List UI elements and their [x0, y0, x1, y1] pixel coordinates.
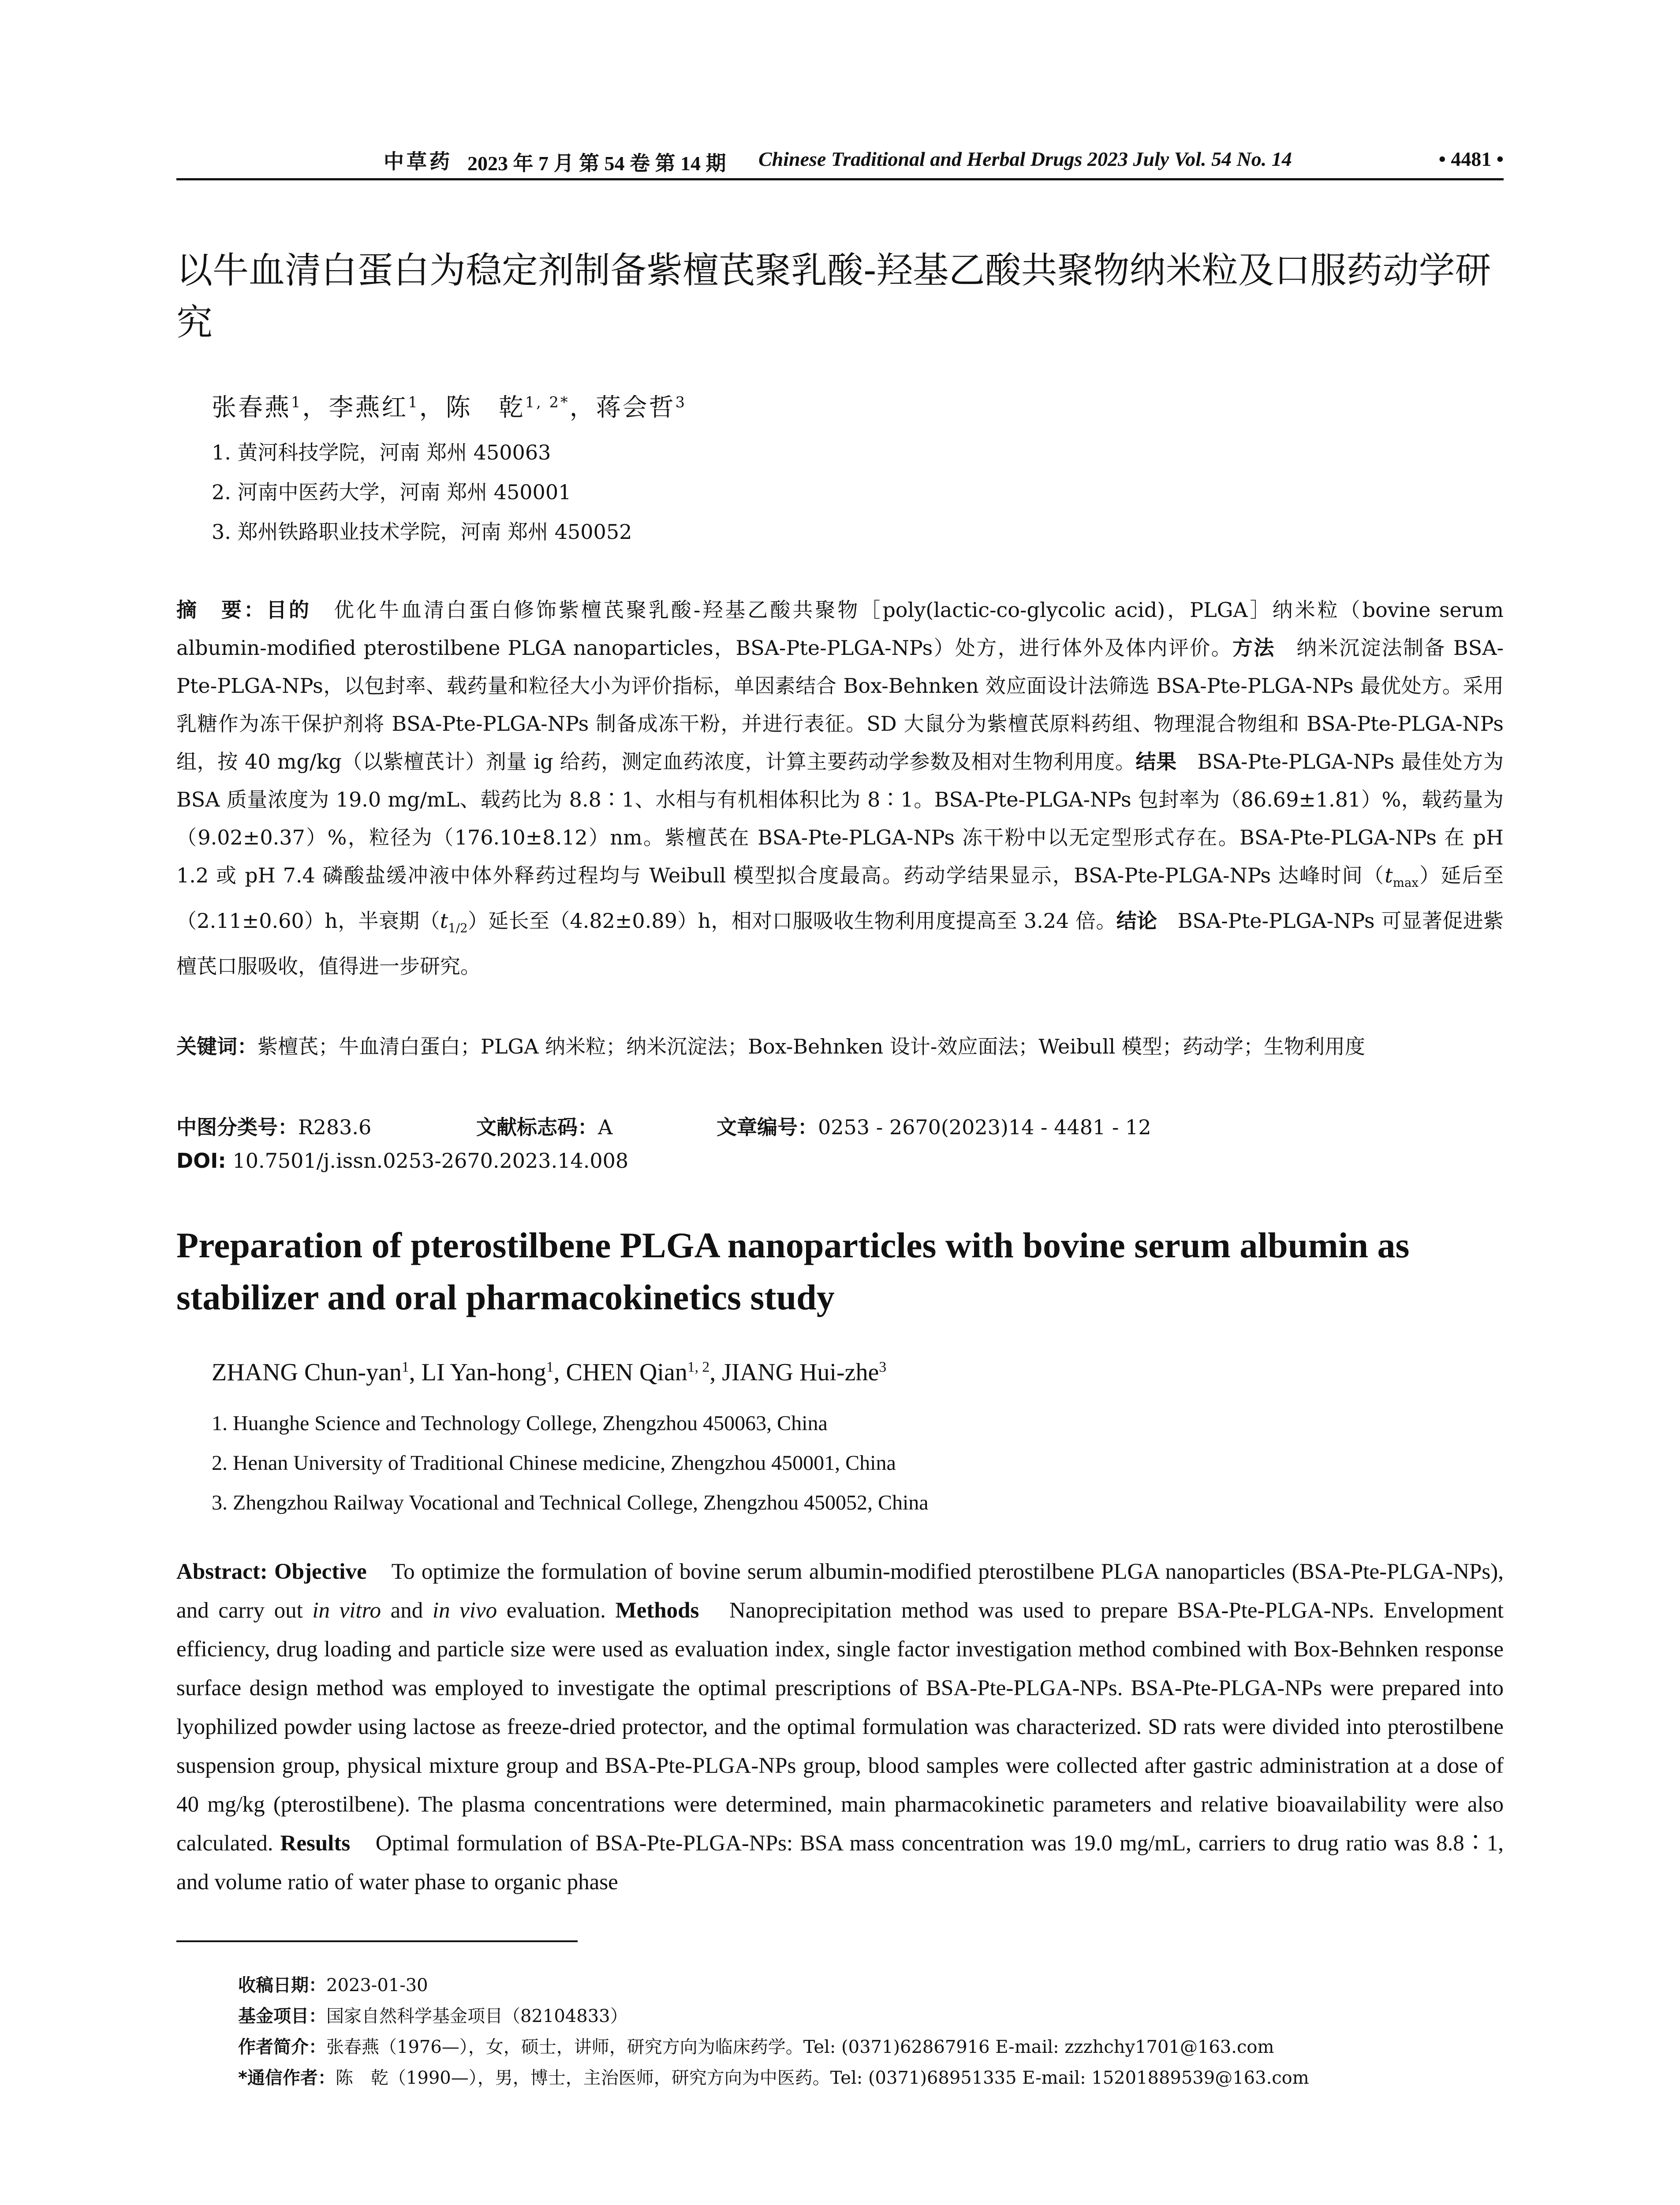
header-en-date: 2023 July Vol. 54 No. 14 [1087, 148, 1292, 170]
cn-author-sep: ， [569, 393, 596, 422]
footnote-text: 国家自然科学基金项目（82104833） [326, 2006, 628, 2026]
en-in-vivo: in vivo [432, 1598, 497, 1623]
en-author-affil-mark: 1, 2 [687, 1359, 710, 1375]
en-affiliation: 2. Henan University of Traditional Chinese medicine, Zhengzhou 450001, China [212, 1451, 896, 1475]
journal-logo: 中草药 [384, 150, 452, 173]
cn-affiliation: 2. 河南中医药大学，河南 郑州 450001 [212, 480, 571, 504]
cn-classification-line [176, 1111, 371, 1140]
doi-label: DOI: [176, 1149, 226, 1173]
cn-author-name: 张春燕 [212, 393, 291, 422]
footnote-author-bio [238, 2033, 1274, 2058]
article-no-label: 文章编号： [717, 1115, 818, 1139]
thalf-symbol: t [440, 909, 448, 933]
cn-results-text: ）延后至（2.11±0.60）h，半衰期（ [176, 863, 1504, 933]
en-abstract [176, 1552, 1504, 1902]
footnote-text: 陈 乾（1990—），男，博士，主治医师，研究方向为中医药。Tel: (0371)68951335 E-mail: 15201889539@163.com [335, 2068, 1309, 2088]
en-author-name: ZHANG Chun-yan [212, 1359, 402, 1386]
footnote-label: 收稿日期： [238, 1975, 326, 1996]
en-author-name: LI Yan-hong [421, 1359, 546, 1386]
footnote-funding [238, 2002, 628, 2027]
cn-title: 以牛血清白蛋白为稳定剂制备紫檀芪聚乳酸-羟基乙酸共聚物纳米粒及口服药动学研究 [176, 250, 1491, 344]
header-en-issue [758, 147, 1292, 171]
doc-code-line [476, 1111, 612, 1140]
en-author-name: JIANG Hui-zhe [722, 1359, 879, 1386]
cn-objective-text: 优化牛血清白蛋白修饰紫檀芪聚乳酸-羟基乙酸共聚物［poly(lactic-co-glycolic acid)，PLGA］纳米粒（bovine serum albumin-modified pterostilbene PLGA nanoparticles，BSA-Pte-PLGA-NPs）处方，进行体外及体内评价。 [176, 598, 1504, 660]
footnote-received [238, 1971, 428, 1996]
cn-methods-label: 方法 [1232, 636, 1275, 660]
cn-objective-label: 目的 [266, 598, 311, 622]
cn-keywords [176, 1028, 1504, 1065]
clc-value: R283.6 [298, 1115, 372, 1139]
thalf-subscript: 1/2 [448, 921, 468, 936]
cn-conclusion-label: 结论 [1116, 909, 1157, 933]
doc-code-label: 文献标志码： [476, 1115, 598, 1139]
en-title: Preparation of pterostilbene PLGA nanoparticles with bovine serum albumin as stabilizer and oral pharmacokinetics study [176, 1225, 1410, 1317]
cn-conclusion-text: BSA-Pte-PLGA-NPs 可显著促进紫檀芪口服吸收，值得进一步研究。 [176, 909, 1504, 979]
header-en-journal: Chinese Traditional and Herbal Drugs [758, 148, 1083, 170]
en-authors [212, 1358, 886, 1387]
page-number: • 4481 • [1438, 148, 1504, 170]
header-cn-issue: 2023 年 7 月 第 54 卷 第 14 期 [467, 152, 726, 175]
tmax-subscript: max [1393, 875, 1419, 890]
en-author-sep: , [709, 1359, 722, 1386]
cn-author-affil-mark: 1 [408, 393, 419, 411]
en-author-name: CHEN Qian [566, 1359, 687, 1386]
en-author-affil-mark: 1 [401, 1359, 409, 1375]
cn-author-name: 陈 乾 [445, 393, 525, 422]
cn-results-label: 结果 [1135, 750, 1177, 774]
doi-value: 10.7501/j.issn.0253-2670.2023.14.008 [226, 1149, 629, 1173]
footnote-corresponding [238, 2064, 1309, 2089]
en-author-sep: , [409, 1359, 422, 1386]
footnote-label: *通信作者： [238, 2068, 336, 2088]
cn-author-sep: ， [419, 393, 446, 422]
header-rule [176, 178, 1504, 180]
en-results-text: Optimal formulation of BSA-Pte-PLGA-NPs: BSA mass concentration was 19.0 mg/mL, carriers to drug ratio was 8.8∶1, and volume ratio of water phase to organic phase [176, 1831, 1504, 1895]
cn-results-text: ）延长至（4.82±0.89）h，相对口服吸收生物利用度提高至 3.24 倍。 [467, 909, 1116, 933]
en-objective-text: evaluation. [497, 1598, 616, 1623]
en-affiliation: 3. Zhengzhou Railway Vocational and Technical College, Zhengzhou 450052, China [212, 1491, 929, 1514]
en-author-affil-mark: 3 [879, 1359, 887, 1375]
en-methods-label: Methods [615, 1598, 699, 1623]
article-no-line [717, 1111, 1151, 1140]
doc-code-value: A [598, 1115, 613, 1139]
en-author-affil-mark: 1 [546, 1359, 554, 1375]
cn-affiliation: 3. 郑州铁路职业技术学院，河南 郑州 450052 [212, 520, 632, 544]
footnote-text: 2023-01-30 [326, 1975, 428, 1996]
cn-affiliation: 1. 黄河科技学院，河南 郑州 450063 [212, 441, 551, 464]
cn-keywords-label: 关键词： [176, 1035, 258, 1058]
cn-author-name: 蒋会哲 [596, 393, 676, 422]
cn-results-text: BSA-Pte-PLGA-NPs 最佳处方为 BSA 质量浓度为 19.0 mg/mL、载药比为 8.8∶1、水相与有机相体积比为 8∶1。BSA-Pte-PLGA-NPs 包封率为（86.69±1.81）%，载药量为（9.02±0.37）%，粒径为（176.10±8.12）nm。紫檀芪在 BSA-Pte-PLGA-NPs 冻干粉中以无定型形式存在。BSA-Pte-PLGA-NPs 在 pH 1.2 或 pH 7.4 磷酸盐缓冲液中体外释药过程均与 Weibull 模型拟合度最高。药动学结果显示，BSA-Pte-PLGA-NPs 达峰时间（ [176, 750, 1504, 887]
en-results-label: Results [280, 1831, 351, 1856]
article-no-value: 0253 - 2670(2023)14 - 4481 - 12 [818, 1115, 1151, 1139]
en-affiliation: 1. Huanghe Science and Technology College, Zhengzhou 450063, China [212, 1412, 828, 1435]
cn-abstract [176, 591, 1504, 985]
en-and: and [381, 1598, 433, 1623]
en-author-sep: , [553, 1359, 566, 1386]
footnote-label: 作者简介： [238, 2037, 326, 2057]
running-header [176, 146, 1504, 181]
cn-authors [212, 388, 687, 423]
en-objective-text: To optimize the formulation of bovine serum albumin-modified pterostilbene PLGA nanoparticles (BSA-Pte-PLGA-NPs), and carry out [176, 1559, 1504, 1623]
clc-label: 中图分类号： [176, 1115, 298, 1139]
footnote-rule [176, 1940, 578, 1942]
cn-author-sep: ， [302, 393, 329, 422]
doi-line [176, 1149, 628, 1173]
en-methods-text: Nanoprecipitation method was used to prepare BSA-Pte-PLGA-NPs. Envelopment efficiency, drug loading and particle size were used as evaluation index, single factor investigation method combined with Box-Behnken response surface design method was employed to investigate the optimal prescriptions of BSA-Pte-PLGA-NPs. BSA-Pte-PLGA-NPs were prepared into lyophilized powder using lactose as freeze-dried protector, and the optimal formulation was characterized. SD rats were divided into pterostilbene suspension group, physical mixture group and BSA-Pte-PLGA-NPs group, blood samples were collected after gastric administration at a dose of 40 mg/kg (pterostilbene). The plasma concentrations were determined, main pharmacokinetic parameters and relative bioavailability were also calculated. [176, 1598, 1504, 1856]
cn-author-name: 李燕红 [329, 393, 408, 422]
cn-author-affil-mark: 3 [675, 393, 687, 411]
en-in-vitro: in vitro [312, 1598, 381, 1623]
cn-keywords-text: 紫檀芪；牛血清白蛋白；PLGA 纳米粒；纳米沉淀法；Box-Behnken 设计-效应面法；Weibull 模型；药动学；生物利用度 [258, 1035, 1366, 1058]
en-abstract-objective-label: Abstract: Objective [176, 1559, 367, 1584]
cn-methods-text: 纳米沉淀法制备 BSA-Pte-PLGA-NPs，以包封率、载药量和粒径大小为评价指标，单因素结合 Box-Behnken 效应面设计法筛选 BSA-Pte-PLGA-NPs 最优处方。采用乳糖作为冻干保护剂将 BSA-Pte-PLGA-NPs 制备成冻干粉，并进行表征。SD 大鼠分为紫檀芪原料药组、物理混合物组和 BSA-Pte-PLGA-NPs 组，按 40 mg/kg（以紫檀芪计）剂量 ig 给药，测定血药浓度，计算主要药动学参数及相对生物利用度。 [176, 636, 1504, 774]
tmax-symbol: t [1385, 863, 1393, 887]
footnote-label: 基金项目： [238, 2006, 326, 2026]
cn-author-affil-mark: 1, 2* [525, 393, 570, 411]
footnote-text: 张春燕（1976—），女，硕士，讲师，研究方向为临床药学。Tel: (0371)62867916 E-mail: zzzhchy1701@163.com [326, 2037, 1274, 2057]
cn-author-affil-mark: 1 [291, 393, 302, 411]
cn-abstract-label: 摘 要： [176, 598, 266, 622]
